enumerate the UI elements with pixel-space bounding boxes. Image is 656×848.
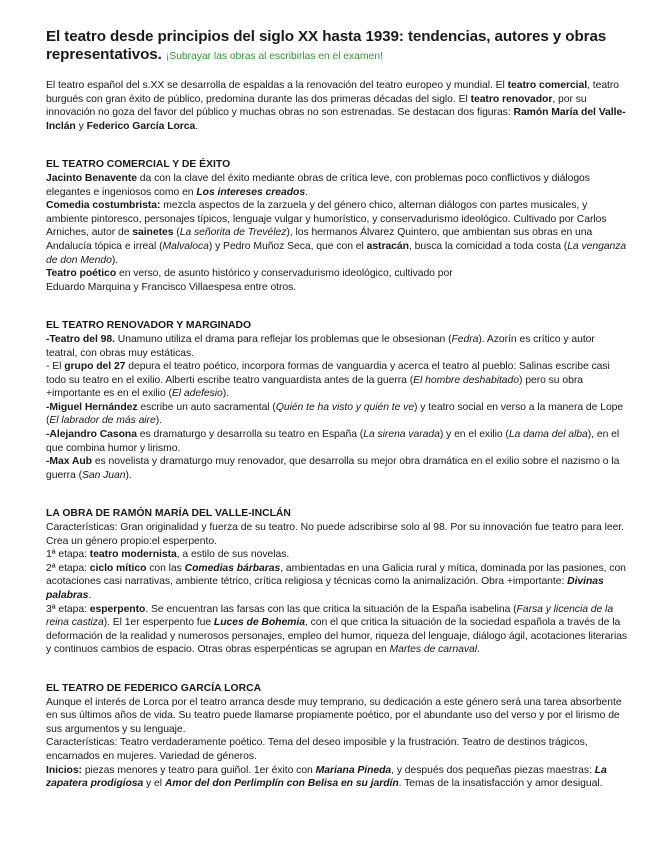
page-title (46, 28, 628, 65)
paragraph-valle-etapa-1: 1ª etapa: teatro modernista, a estilo de sus novelas. (46, 549, 290, 561)
section-heading-lorca: EL TEATRO DE FEDERICO GARCÍA LORCA (46, 682, 262, 694)
paragraph-lorca-intro: Aunque el interés de Lorca por el teatro arranca desde muy temprano, su dedicación a este género será una tarea absorbente en sus últimos años de vida. Su teatro puede llamarse propiamente poético, por el abundante uso del verso y por el lirismo de sus argumentos y su lenguaje. (46, 696, 622, 735)
section-heading-comercial: EL TEATRO COMERCIAL Y DE ÉXITO (46, 159, 231, 171)
exam-note: ¡Subrayar las obras al escribirlas en el examen! (165, 50, 383, 62)
paragraph-27: - El grupo del 27 depura el teatro poético, incorpora formas de vanguardia y acerca el teatro al pueblo: Salinas escribe casi todo su teatro en el exilio. Alberti escribe teatro vanguardista antes de la guerra (El hombre deshabitado) pero su obra +importante es en el exilio (El adefesio). (46, 361, 610, 400)
paragraph-valle-caracteristicas: Características: Gran originalidad y fuerza de su teatro. No puede adscribirse solo al 98. Por su innovación fue teatro para leer. Crea un género propio:el esperpento. (46, 522, 625, 547)
paragraph-lorca-inicios: Inicios: piezas menores y teatro para guiñol. 1er éxito con Mariana Pineda, y después dos pequeñas piezas maestras: La zapatera prodigiosa y el Amor del don Perlimplín con Belisa en su jardín. Temas de la insatisfacción y amor desigual. (46, 764, 607, 790)
paragraph-poetico: Teatro poético en verso, de asunto histórico y conservadurismo ideológico, cultivado por Eduardo Marquina y Francisco Villaespesa entre otros. (46, 268, 453, 293)
paragraph-valle-etapa-3: 3ª etapa: esperpento. Se encuentran las farsas con las que critica la situación de la España isabelina (Farsa y licencia de la reina castiza). El 1er esperpento fue Luces de Bohemia, con el que critica la situación de la sociedad española a través de la deformación de la realidad y numerosos personajes, empleo del humor, riqueza del lenguaje, diálogo ágil, acotaciones literarias y continuos cambios de espacio. Otras obras esperpénticas se agrupan en Martes de carnaval. (46, 603, 628, 656)
section-heading-valle: LA OBRA DE RAMÓN MARÍA DEL VALLE-INCLÁN (46, 508, 291, 520)
paragraph-lorca-caracteristicas: Características: Teatro verdaderamente poético. Tema del deseo imposible y la frustración. Teatro de destinos trágicos, encarnados en mujeres. Variedad de géneros. (46, 737, 588, 762)
paragraph-98: -Teatro del 98. Unamuno utiliza el drama para reflejar los problemas que le obsesionan (Fedra). Azorín es crítico y autor teatral, con obras muy estáticas. (46, 333, 595, 359)
paragraph-aub: -Max Aub es novelista y dramaturgo muy renovador, que desarrolla su mejor obra dramática en el exilio sobre el nazismo o la guerra (San Juan). (46, 456, 620, 481)
paragraph-benavente: Jacinto Benavente da con la clave del éxito mediante obras de crítica leve, con problemas poco conflictivos y diálogos elegantes e ingeniosos como en Los intereses creados. (46, 172, 590, 198)
intro-paragraph: El teatro español del s.XX se desarrolla de espaldas a la renovación del teatro europeo y mundial. El teatro comercial, teatro burgués con gran éxito de público, predomina durante las dos primeras décadas del siglo. El teatro renovador, por su innovación no goza del favor del público y muchas obras no son estrenadas. Se destacan dos figuras: Ramón María del Valle-Inclán y Federico García Lorca. (46, 80, 626, 132)
title-text: El teatro desde principios del siglo XX hasta 1939: tendencias, autores y obras representativos. (46, 28, 607, 63)
section-heading-renovador: EL TEATRO RENOVADOR Y MARGINADO (46, 320, 252, 332)
paragraph-costumbrista: Comedia costumbrista: mezcla aspectos de la zarzuela y del género chico, alternan diálogos con partes musicales, y ambiente pintoresco, personajes típicos, lenguaje vulgar y humorístico, y conservadurismo ideológico. Cultivado por Carlos Arniches, autor de sainetes (La señorita de Trevélez), los hermanos Álvarez Quintero, que ambientan sus obras en una Andalucía tópica e irreal (Malvaloca) y Pedro Muñoz Seca, que con el astracán, busca la comicidad a toda costa (La venganza de don Mendo). (46, 200, 627, 266)
paragraph-casona: -Alejandro Casona es dramaturgo y desarrolla su teatro en España (La sirena varada) y en el exilio (La dama del alba), en el que combina humor y lirismo. (46, 429, 620, 454)
paragraph-valle-etapa-2: 2ª etapa: ciclo mítico con las Comedias bárbaras, ambientadas en una Galicia rural y mítica, dominada por las pasiones, con acotaciones casi narrativas, ambiente tétrico, crítica religiosa y técnicas como la animalización. Obra +importante: Divinas palabras. (46, 562, 626, 601)
paragraph-hernandez: -Miguel Hernández escribe un auto sacramental (Quién te ha visto y quién te ve) y teatro social en verso a la manera de Lope (El labrador de más aire). (46, 401, 624, 427)
